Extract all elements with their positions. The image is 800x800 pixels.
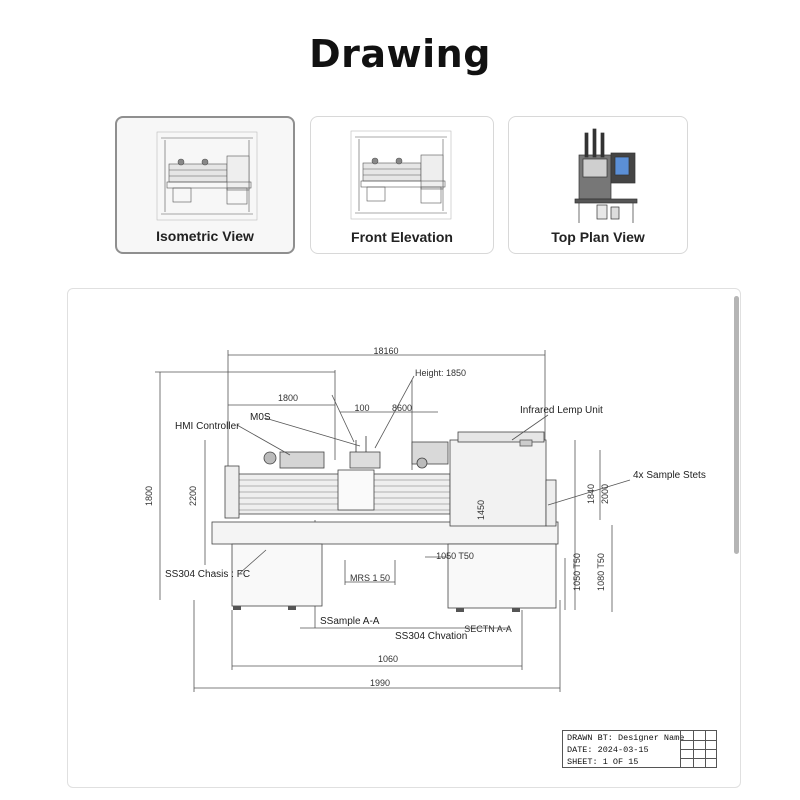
page-title: Drawing	[309, 32, 491, 76]
callout-hmi: HMI Controller	[175, 421, 240, 432]
view-label: Isometric View	[156, 228, 254, 244]
dim-inner-mid-vert: 1450	[476, 499, 486, 521]
callout-infrared: Infrared Lemp Unit	[520, 405, 603, 416]
dim-bottom-small: MRS 1 50	[349, 573, 391, 583]
title-block-drawn-by: DRAWN BT: Designer Name	[567, 733, 685, 743]
title-block-date: DATE: 2024-03-15	[567, 745, 649, 755]
dim-mid1: 100	[354, 403, 370, 413]
dim-left-height-inner: 2200	[188, 485, 198, 507]
dim-right-height-outer: 1840	[586, 483, 596, 505]
dim-left-height-outer: 1800	[144, 485, 154, 507]
callout-elevation: SS304 Chvation	[395, 631, 468, 642]
callout-chassis: SS304 Chasis : FC	[165, 569, 251, 580]
view-label: Top Plan View	[551, 229, 645, 245]
title-block	[562, 730, 717, 768]
dim-inner-leg: 1050 T50	[436, 551, 474, 561]
dim-mid2: 8600	[391, 403, 413, 413]
dim-right-height-inner: 2000	[600, 483, 610, 505]
dim-top-overall: 18160	[373, 346, 399, 356]
title-block-grid	[680, 731, 716, 767]
callout-motor: M0S	[250, 412, 271, 423]
dim-bottom-inner: 1060	[377, 654, 399, 664]
title-block-sheet: SHEET: 1 OF 15	[567, 757, 639, 767]
callout-sample-aa: SSample A-A	[320, 616, 380, 627]
dim-bottom-overall: 1990	[369, 678, 391, 688]
dim-left-span: 1800	[277, 393, 299, 403]
dim-leg: 1050 T50	[572, 553, 582, 591]
dim-leg-2: 1080 T50	[596, 553, 606, 591]
dim-section-ref: SECTN A-A	[464, 624, 512, 634]
dim-height-callout: Height: 1850	[415, 368, 467, 378]
callout-samples: 4x Sample Stets	[633, 470, 706, 481]
view-label: Front Elevation	[351, 229, 453, 245]
